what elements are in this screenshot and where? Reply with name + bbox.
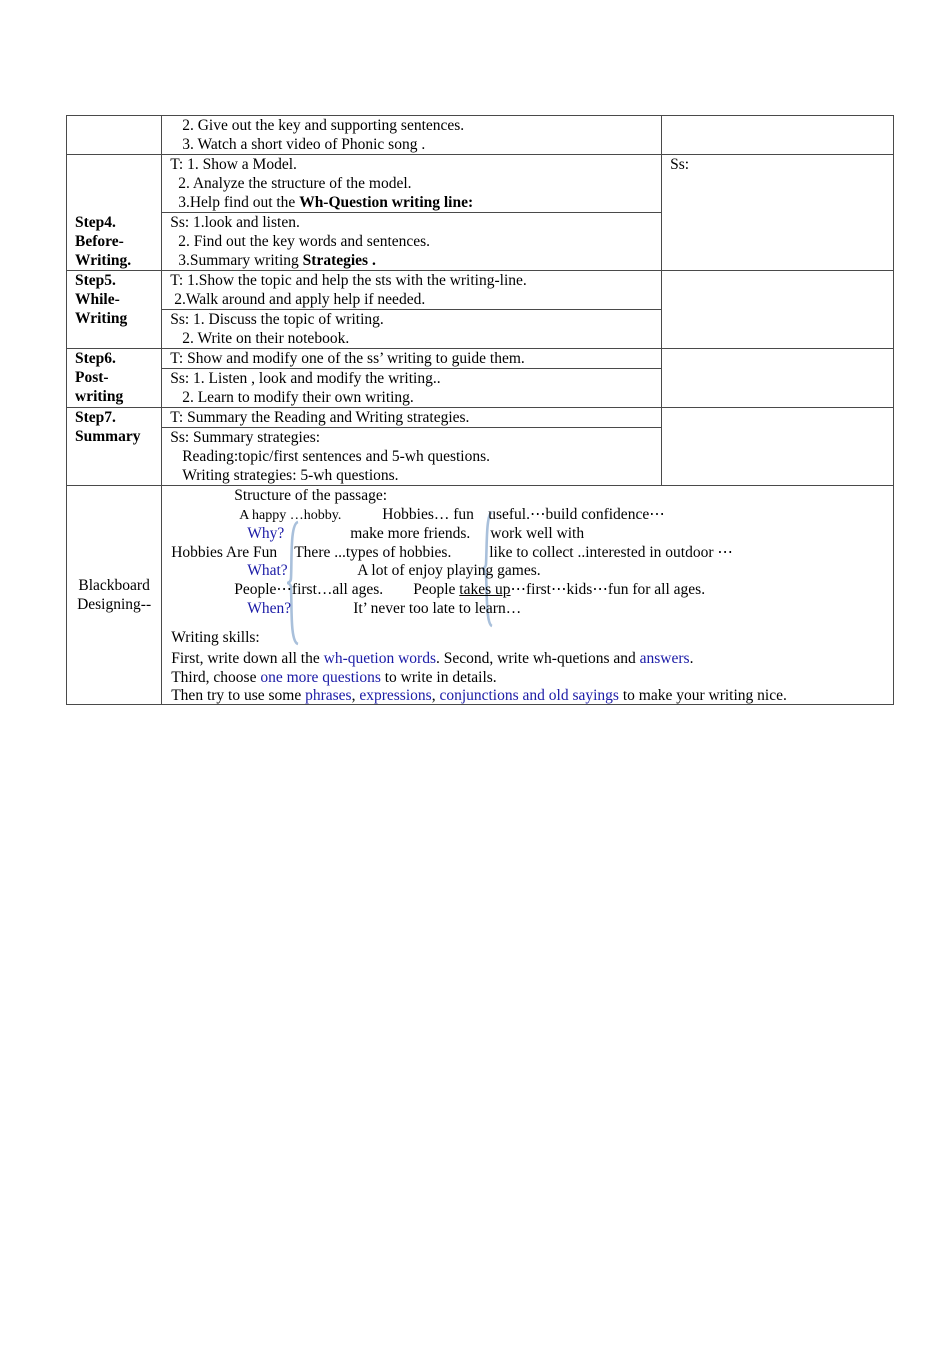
people-takes-up: People takes up⋯first⋯kids⋯fun for all ages. (413, 581, 706, 598)
work-well: work well with (490, 525, 585, 542)
when-question: When? (247, 600, 292, 617)
enjoy-playing: A lot of enjoy playing games. (357, 562, 541, 579)
step4-label: Step4. Before- Writing. (67, 155, 162, 271)
step-cell-empty (67, 116, 162, 155)
step5-label: Step5. While- Writing (67, 271, 162, 349)
hobbies-fun: Hobbies… fun (382, 506, 474, 523)
skill-line-2: Third, choose one more questions to write in details. (171, 669, 497, 686)
structure-title: Structure of the passage: (234, 487, 388, 504)
step7-teacher: T: Summary the Reading and Writing strategies. (162, 408, 662, 428)
happy-hobby: A happy …hobby. (239, 508, 342, 523)
useful-confidence: useful.⋯build confidence⋯ (488, 506, 665, 523)
step6-right (662, 349, 894, 408)
hobbies-are-fun: Hobbies Are Fun (171, 544, 278, 561)
intro-line: 3. Watch a short video of Phonic song . (182, 136, 426, 153)
row-blackboard (67, 486, 894, 705)
step6-label: Step6. Post- writing (67, 349, 162, 408)
why-question: Why? (247, 525, 285, 542)
row-step6-teacher (67, 349, 894, 369)
step5-right (662, 271, 894, 349)
step4-right: Ss: (662, 155, 894, 271)
blackboard-content (162, 486, 894, 705)
make-friends: make more friends. (350, 525, 471, 542)
row-step5-teacher (67, 271, 894, 310)
step5-students: Ss: 1. Discuss the topic of writing. 2. Write on their notebook. (162, 310, 662, 349)
lesson-plan-table (66, 115, 894, 705)
row-step7-teacher (67, 408, 894, 428)
what-question: What? (247, 562, 288, 579)
step7-label: Step7. Summary (67, 408, 162, 486)
row-intro (67, 116, 894, 155)
step7-right (662, 408, 894, 486)
skill-line-3: Then try to use some phrases, expressions, conjunctions and old sayings to make your writing nice. (171, 687, 787, 704)
skill-line-1: First, write down all the wh-quetion words. Second, write wh-quetions and answers. (171, 650, 694, 667)
writing-skills-title: Writing skills: (171, 629, 260, 646)
like-to-collect: like to collect ..interested in outdoor ⋯ (489, 544, 733, 561)
step4-teacher: T: 1. Show a Model. 2. Analyze the structure of the model. 3.Help find out the Wh-Question writing line: (162, 155, 662, 213)
never-late: It’ never too late to learn… (353, 600, 522, 617)
step6-students: Ss: 1. Listen , look and modify the writing.. 2. Learn to modify their own writing. (162, 369, 662, 408)
step4-students: Ss: 1.look and listen. 2. Find out the key words and sentences. 3.Summary writing Strategies . (162, 213, 662, 271)
right-cell (662, 116, 894, 155)
row-step4-teacher (67, 155, 894, 213)
intro-line: 2. Give out the key and supporting sentences. (182, 117, 465, 134)
step5-teacher: T: 1.Show the topic and help the sts with the writing-line. 2.Walk around and apply help if needed. (162, 271, 662, 310)
types-of-hobbies: There ...types of hobbies. (294, 544, 452, 561)
step6-teacher: T: Show and modify one of the ss’ writing to guide them. (162, 349, 662, 369)
blackboard-label: Blackboard Designing-- (67, 486, 162, 705)
step7-students: Ss: Summary strategies: Reading:topic/first sentences and 5-wh questions. Writing strategies: 5-wh questions. (162, 428, 662, 486)
intro-activities (162, 116, 662, 155)
people-first: People⋯first…all ages. (234, 581, 384, 598)
